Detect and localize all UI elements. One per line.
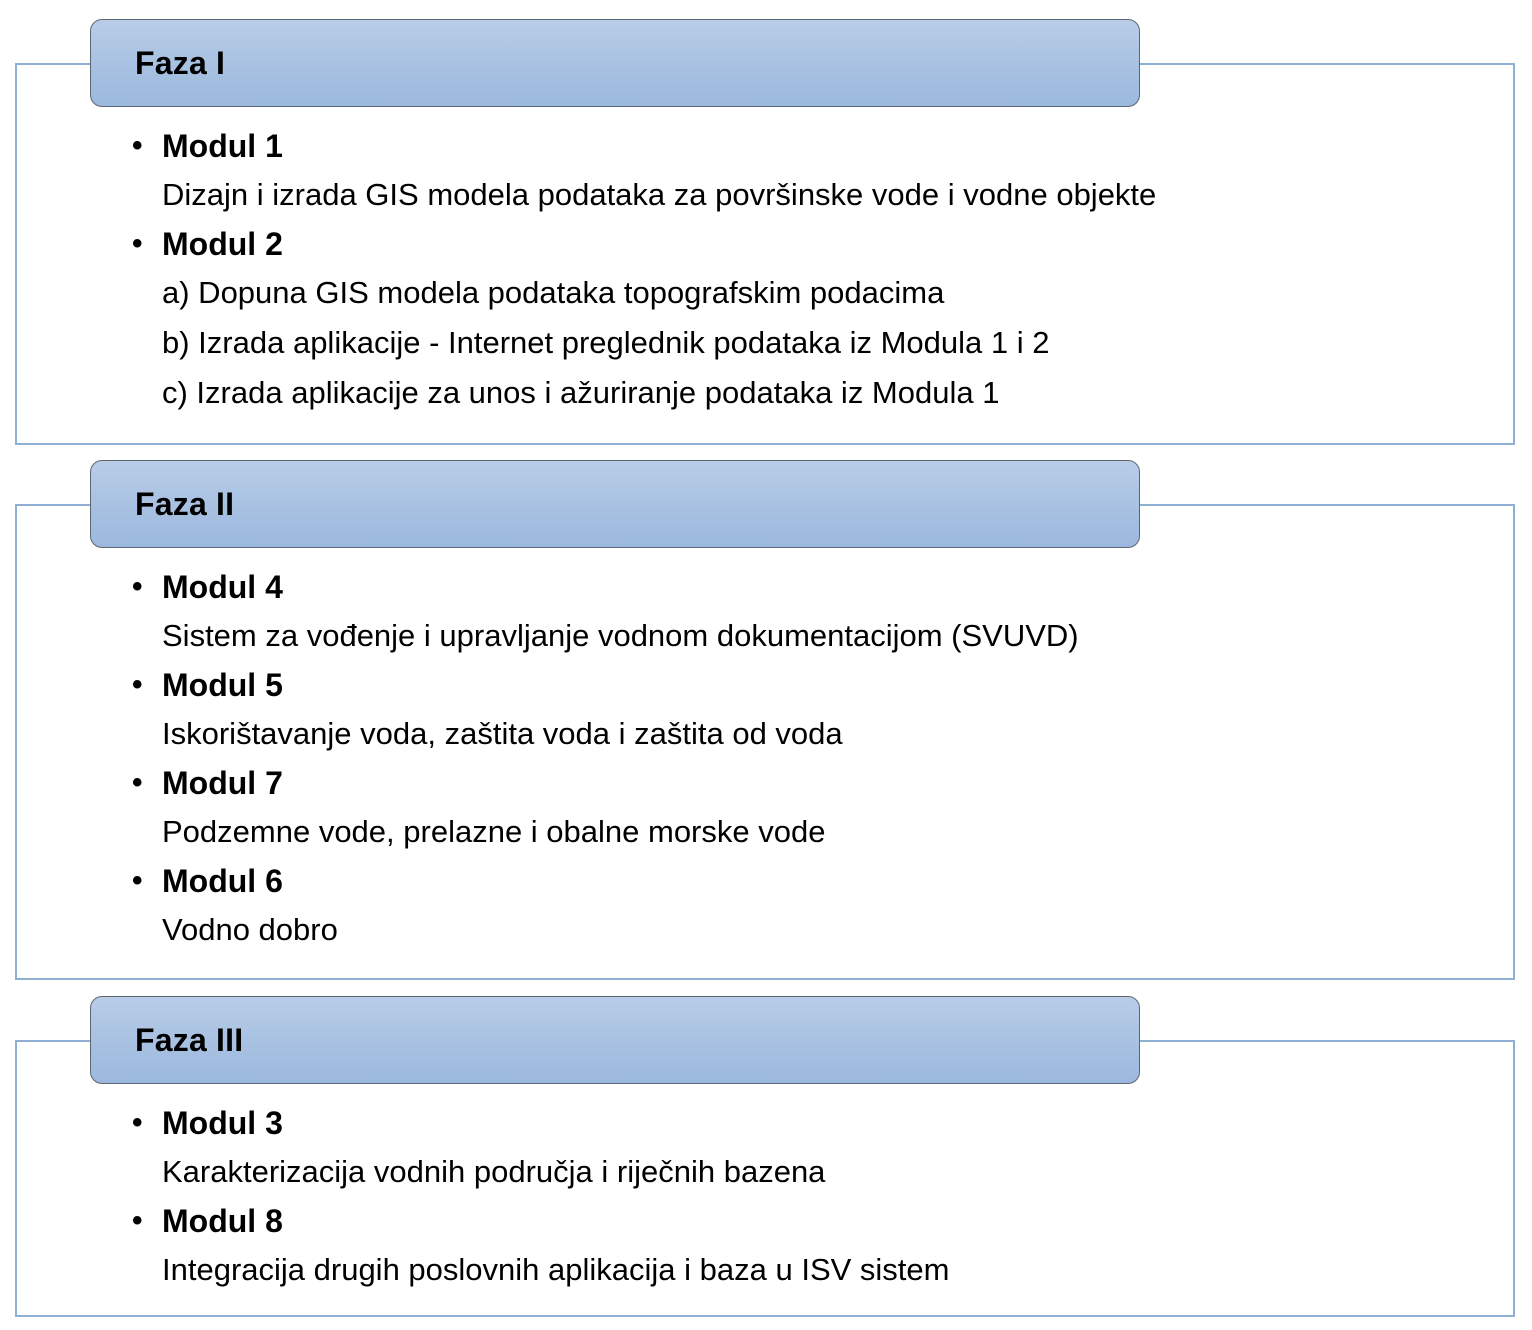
module-name: • Modul 1	[132, 127, 283, 164]
module-description: Karakterizacija vodnih područja i riječnih bazena	[162, 1154, 826, 1189]
module-description: Iskorištavanje voda, zaštita voda i zaštita od voda	[162, 716, 843, 751]
phase-3-header	[90, 996, 1140, 1084]
bullet-icon: •	[132, 766, 143, 799]
module-item	[132, 1099, 949, 1197]
module-description: b) Izrada aplikacije - Internet preglednik podataka iz Modula 1 i 2	[162, 325, 1050, 360]
phase-3-title: Faza III	[135, 1021, 244, 1058]
module-description: Integracija drugih poslovnih aplikacija i baza u ISV sistem	[162, 1252, 950, 1287]
module-item	[132, 759, 1079, 857]
module-name: • Modul 5	[132, 666, 283, 703]
phase-1-title: Faza I	[135, 44, 226, 81]
phase-2-title: Faza II	[135, 485, 235, 522]
module-description: Vodno dobro	[162, 912, 338, 947]
module-description: Podzemne vode, prelazne i obalne morske vode	[162, 814, 826, 849]
module-description: c) Izrada aplikacije za unos i ažuriranje podataka iz Modula 1	[162, 375, 1000, 410]
phase-2-header	[90, 460, 1140, 548]
phase-1-header	[90, 19, 1140, 107]
module-item	[132, 857, 1079, 955]
module-description: Sistem za vođenje i upravljanje vodnom dokumentacijom (SVUVD)	[162, 618, 1079, 653]
module-name: • Modul 8	[132, 1202, 283, 1239]
module-item	[132, 563, 1079, 661]
phase-1-module-list	[132, 122, 1156, 418]
module-item	[132, 661, 1079, 759]
bullet-icon: •	[132, 570, 143, 603]
phase-2-module-list	[132, 563, 1079, 955]
module-name: • Modul 2	[132, 225, 283, 262]
phase-3-module-list	[132, 1099, 949, 1295]
module-name: • Modul 7	[132, 764, 283, 801]
bullet-icon: •	[132, 668, 143, 701]
bullet-icon: •	[132, 1106, 143, 1139]
module-description: a) Dopuna GIS modela podataka topografskim podacima	[162, 275, 945, 310]
bullet-icon: •	[132, 1204, 143, 1237]
module-name: • Modul 4	[132, 568, 283, 605]
module-description: Dizajn i izrada GIS modela podataka za površinske vode i vodne objekte	[162, 177, 1157, 212]
module-item	[132, 220, 1156, 418]
bullet-icon: •	[132, 129, 143, 162]
bullet-icon: •	[132, 864, 143, 897]
module-name: • Modul 3	[132, 1104, 283, 1141]
module-item	[132, 122, 1156, 220]
bullet-icon: •	[132, 227, 143, 260]
module-item	[132, 1197, 949, 1295]
module-name: • Modul 6	[132, 862, 283, 899]
